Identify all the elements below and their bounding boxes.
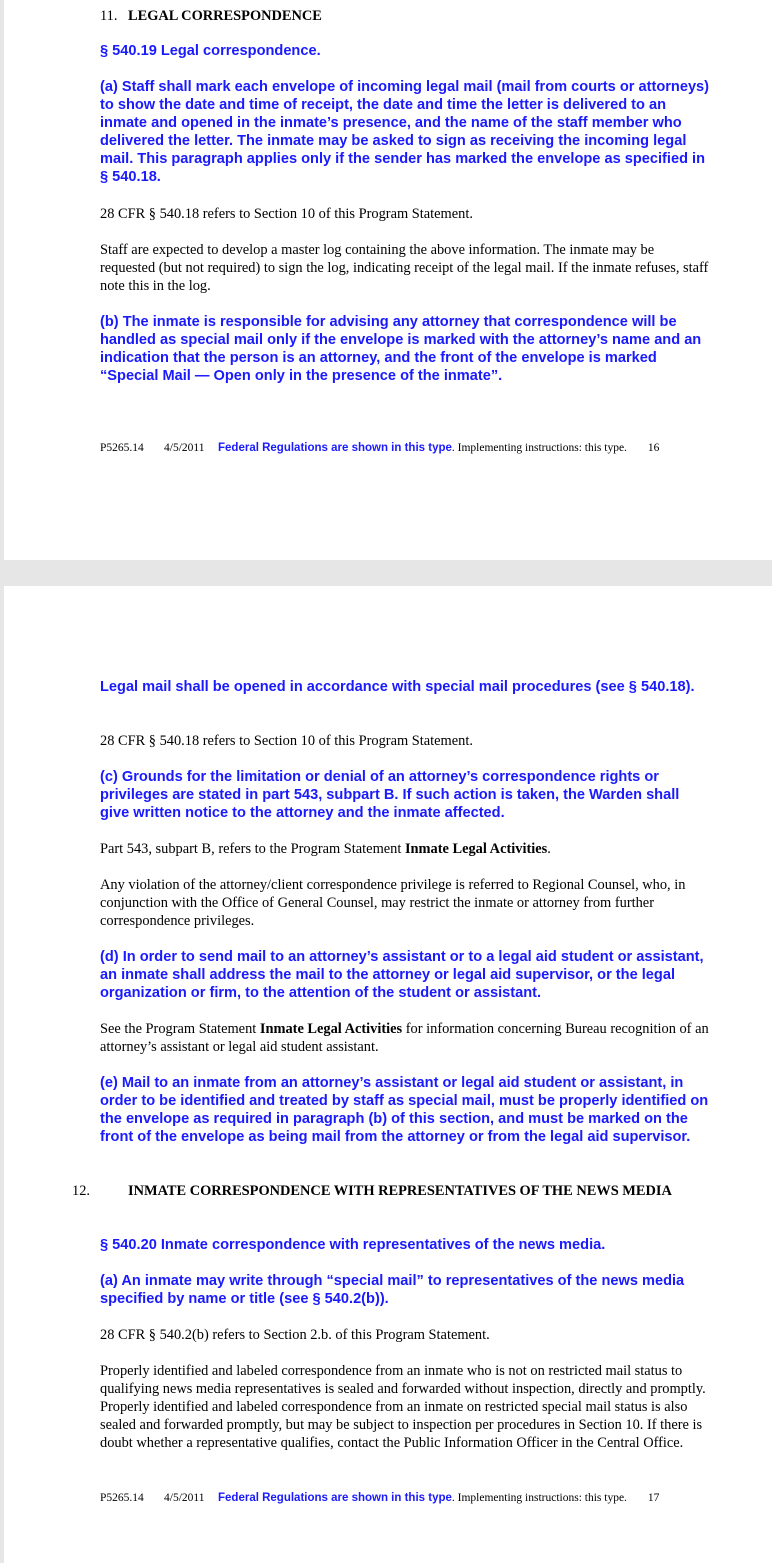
regulation-legal-mail-opening: Legal mail shall be opened in accordance with special mail procedures (see § 540.18). <box>100 679 695 695</box>
section-title: LEGAL CORRESPONDENCE <box>128 8 322 24</box>
implementing-instruction-4: See the Program Statement Inmate Legal Activities for information concerning Bureau recognition of an attorney’s assistant or legal aid student assistant. <box>100 1021 709 1055</box>
section-11-heading <box>100 7 712 25</box>
implementing-instruction-3: Any violation of the attorney/client correspondence privilege is referred to Regional Counsel, who, in conjunction with the Office of General Counsel, may restrict the inmate or attorney from further correspondence privileges. <box>100 877 686 929</box>
implementing-instruction-5: 28 CFR § 540.2(b) refers to Section 2.b. of this Program Statement. <box>100 1327 490 1343</box>
regulation-heading-540-19: § 540.19 Legal correspondence. <box>100 43 321 59</box>
implementing-instruction-1: 28 CFR § 540.18 refers to Section 10 of this Program Statement. <box>100 206 473 222</box>
implementing-instruction-1: 28 CFR § 540.18 refers to Section 10 of this Program Statement. <box>100 733 473 749</box>
regulation-paragraph-b: (b) The inmate is responsible for advising any attorney that correspondence will be handled as special mail only if the envelope is marked with the attorney’s name and an indication that the person is an attorney, and the front of the envelope is marked “Special Mail — Open only in the presence of the inmate”. <box>100 314 702 384</box>
section-number: 11. <box>100 8 118 24</box>
footer-implementing-note: . Implementing instructions: this type. <box>451 442 627 454</box>
program-statement-title: Inmate Legal Activities <box>404 841 548 857</box>
section-number: 12. <box>72 1183 90 1199</box>
regulation-paragraph-c: (c) Grounds for the limitation or denial of an attorney’s correspondence rights or privileges are stated in part 543, subpart B. If such action is taken, the Warden shall give written notice to the attorney and the inmate affected. <box>100 769 680 821</box>
page-footer <box>100 1491 720 1505</box>
footer-date: 4/5/2011 <box>164 442 205 454</box>
section-12-heading <box>72 1182 740 1200</box>
document-page-17 <box>4 586 772 1563</box>
footer-program-statement: P5265.14 <box>100 442 144 454</box>
footer-implementing-note: . Implementing instructions: this type. <box>451 1492 627 1504</box>
page-footer <box>100 441 720 455</box>
footer-program-statement: P5265.14 <box>100 1492 144 1504</box>
regulation-paragraph-a-news-media: (a) An inmate may write through “special mail” to representatives of the news media specified by name or title (see § 540.2(b)). <box>100 1273 685 1307</box>
section-title: INMATE CORRESPONDENCE WITH REPRESENTATIVES OF THE NEWS MEDIA <box>128 1183 672 1199</box>
implementing-instruction-2: Staff are expected to develop a master log containing the above information. The inmate may be requested (but not required) to sign the log, indicating receipt of the legal mail. If the inmate refuses, staff note this in the log. <box>100 242 709 294</box>
footer-federal-regulations-note: Federal Regulations are shown in this type <box>218 442 452 454</box>
regulation-paragraph-d: (d) In order to send mail to an attorney’s assistant or to a legal aid student or assistant, an inmate shall address the mail to the attorney or legal aid supervisor, or the legal organization or firm, to the attention of the student or assistant. <box>100 949 704 1001</box>
regulation-paragraph-a: (a) Staff shall mark each envelope of incoming legal mail (mail from courts or attorneys) to show the date and time of receipt, the date and time the letter is delivered to an inmate and opened in the inmate’s presence, and the name of the staff member who delivered the letter. The inmate may be asked to sign as receiving the incoming legal mail. This paragraph applies only if the sender has marked the envelope as specified in § 540.18. <box>100 79 710 185</box>
footer-page-number: 17 <box>647 1492 660 1504</box>
footer-federal-regulations-note: Federal Regulations are shown in this type <box>218 1492 452 1504</box>
regulation-paragraph-e: (e) Mail to an inmate from an attorney’s assistant or legal aid student or assistant, in order to be identified and treated by staff as special mail, must be properly identified on the envelope as required in paragraph (b) of this section, and must be marked on the front of the envelope as being mail from the attorney or from the legal aid supervisor. <box>100 1075 709 1145</box>
footer-page-number: 16 <box>647 442 660 454</box>
implementing-instruction-6: Properly identified and labeled correspondence from an inmate who is not on restricted mail status to qualifying news media representatives is sealed and forwarded without inspection, directly and promptly. Properly identified and labeled correspondence from an inmate on restricted special mail status is also sealed and forwarded promptly, but may be subject to inspection per procedures in Section 10. If there is doubt whether a representative qualifies, contact the Public Information Officer in the Central Office. <box>100 1363 706 1451</box>
program-statement-title: Inmate Legal Activities <box>259 1021 403 1037</box>
implementing-instruction-2: Part 543, subpart B, refers to the Program Statement Inmate Legal Activities. <box>100 841 551 857</box>
regulation-heading-540-20: § 540.20 Inmate correspondence with representatives of the news media. <box>100 1237 606 1253</box>
document-page-16 <box>4 0 772 560</box>
footer-date: 4/5/2011 <box>164 1492 205 1504</box>
